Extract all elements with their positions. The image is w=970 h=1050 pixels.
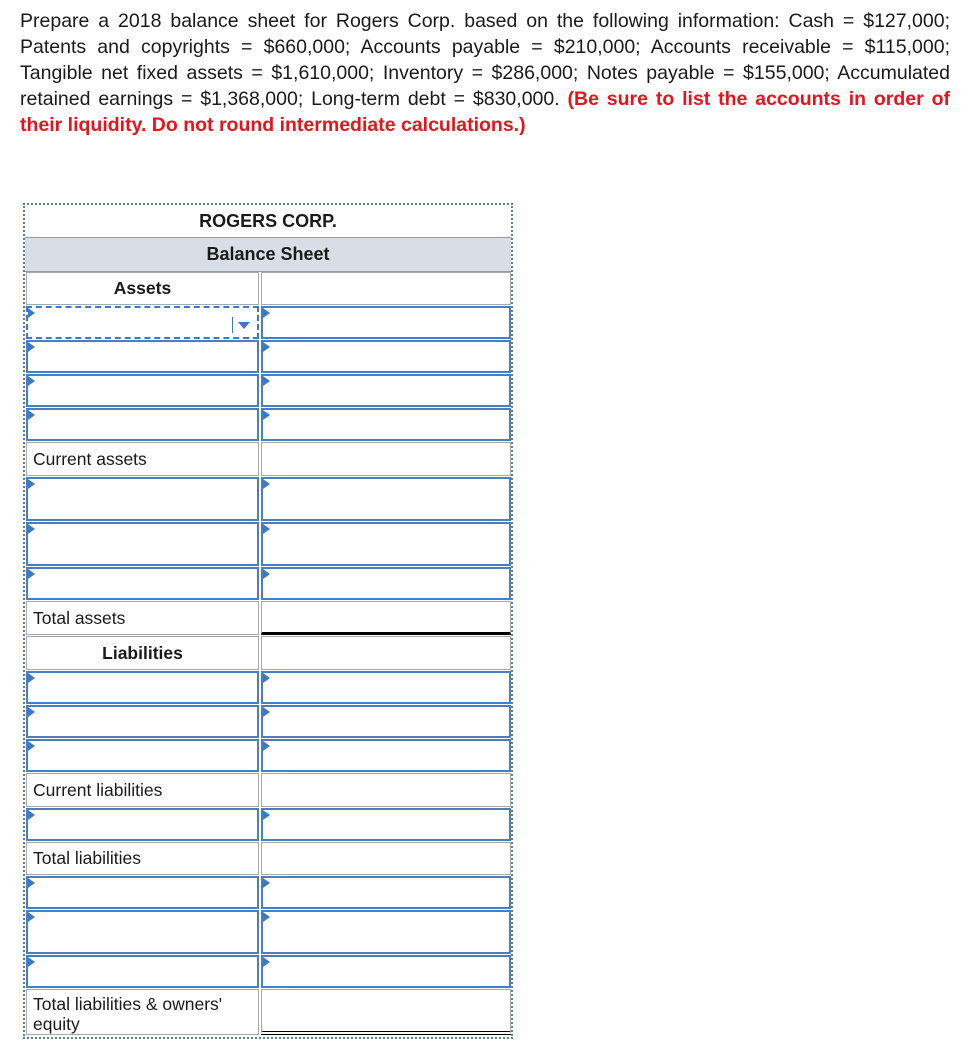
equity-account-select-2[interactable] [26,910,259,954]
asset-account-select-1[interactable] [26,306,259,339]
total-assets-label: Total assets [26,601,259,635]
current-assets-value [261,442,511,476]
asset-account-select-4[interactable] [26,408,259,441]
current-liabilities-value [261,773,511,807]
total-liabilities-value [261,842,511,875]
asset-account-select-2[interactable] [26,340,259,373]
liability-amount-input-2[interactable] [261,705,511,738]
asset-amount-input-3[interactable] [261,374,511,407]
assets-heading: Assets [26,272,259,305]
liability-amount-input-1[interactable] [261,671,511,704]
sheet-title: Balance Sheet [25,238,511,272]
longterm-account-select[interactable] [26,808,259,841]
longterm-amount-input[interactable] [261,808,511,841]
assets-heading-value [261,272,511,305]
total-assets-value [261,601,511,635]
total-liab-equity-value [261,989,511,1035]
balance-sheet-table [23,203,513,1039]
fixed-asset-amount-input-2[interactable] [261,522,511,566]
total-liab-equity-label: Total liabilities & owners' equity [26,989,259,1035]
current-assets-label: Current assets [26,442,259,476]
asset-account-select-3[interactable] [26,374,259,407]
fixed-asset-account-select-1[interactable] [26,477,259,521]
asset-amount-input-4[interactable] [261,408,511,441]
liability-amount-input-3[interactable] [261,739,511,772]
liabilities-heading-value [261,636,511,670]
liability-account-select-1[interactable] [26,671,259,704]
question-prompt: Prepare a 2018 balance sheet for Rogers Corp. based on the following information: Cash = $127,000; Patents and copyrights = $660,000; Accounts payable = $210,000; Accounts receivable = $115,000; Tangible net fixed assets = $1,610,000; Inventory = $286,000; Notes payable = $155,000; Accumulated retained earnings = $1,368,000; Long-term debt = $830,000. [20,10,950,110]
equity-amount-input-3[interactable] [261,955,511,988]
liability-account-select-2[interactable] [26,705,259,738]
liability-account-select-3[interactable] [26,739,259,772]
current-liabilities-label: Current liabilities [26,773,259,807]
equity-amount-input-2[interactable] [261,910,511,954]
total-liabilities-label: Total liabilities [26,842,259,875]
fixed-asset-amount-input-3[interactable] [261,567,511,600]
equity-amount-input-1[interactable] [261,876,511,909]
asset-amount-input-1[interactable] [261,306,511,339]
question-text [20,8,950,138]
fixed-asset-account-select-3[interactable] [26,567,259,600]
equity-account-select-1[interactable] [26,876,259,909]
asset-amount-input-2[interactable] [261,340,511,373]
company-name: ROGERS CORP. [25,205,511,238]
fixed-asset-amount-input-1[interactable] [261,477,511,521]
question-instruction: (Be sure to list the accounts in order of their liquidity. Do not round intermediate calculations.) [20,88,951,136]
liabilities-heading: Liabilities [26,636,259,670]
equity-account-select-3[interactable] [26,955,259,988]
fixed-asset-account-select-2[interactable] [26,522,259,566]
chevron-down-icon[interactable] [232,317,253,333]
